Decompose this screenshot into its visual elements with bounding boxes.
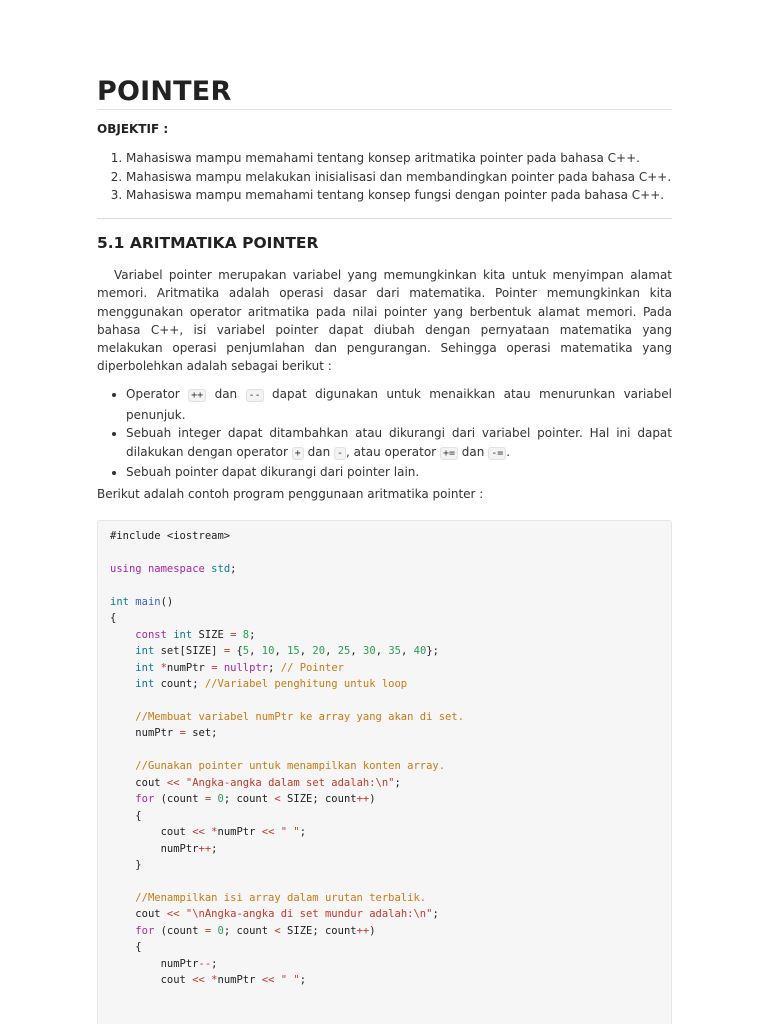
code-listing [110,528,464,989]
section-title: 5.1 ARITMATIKA POINTER [97,234,319,252]
objective-item: 2. Mahasiswa mampu melakukan inisialisasi dan membandingkan pointer pada bahasa C++. [126,168,672,187]
inline-code: - [334,447,346,460]
text: Sebuah pointer dapat dikurangi dari pointer lain. [126,465,420,479]
code-text: { [236,645,243,658]
code-operator: = [211,661,218,674]
code-operator: << [261,974,275,987]
code-operator: = [223,645,231,658]
code-text: ; count [223,793,275,806]
code-comment: //Variabel penghitung untuk loop [204,678,408,691]
code-text: SIZE [192,628,231,641]
code-text: ; [299,826,307,839]
objective-item: 3. Mahasiswa mampu memahami tentang konsep fungsi dengan pointer pada bahasa C++. [126,186,672,205]
code-text: ; count [223,924,275,937]
list-item [126,463,672,482]
code-block [97,520,672,1024]
code-operator: ++ [198,842,212,855]
code-operator: << [192,826,205,839]
code-keyword: const [135,628,167,641]
inline-code: -= [488,447,506,460]
text: . [506,444,511,459]
code-type: int [135,645,155,658]
code-operator: * [160,661,167,674]
code-operator: = [204,793,212,806]
code-text: ; [268,661,275,674]
code-number: 0 [217,793,224,806]
code-text: (count [154,924,205,937]
code-number: 15 [287,645,300,658]
inline-code: ++ [188,389,206,402]
code-function: main [135,595,161,608]
code-text: () [160,595,174,608]
code-number: 25 [337,645,351,658]
code-text: , [249,645,262,658]
code-operator: = [204,924,212,937]
code-text: , [401,645,414,658]
code-text: , [375,645,389,658]
code-keyword: for [135,793,155,806]
text: Operator [126,387,189,401]
code-text: , [299,645,313,658]
code-number: 35 [388,645,401,658]
code-text: , [350,645,364,658]
code-operator: * [211,826,218,839]
code-number: 10 [261,645,275,658]
text: Sebuah integer dapat ditambahkan atau dikurangi dari variabel pointer. Hal ini dapat dilakukan dengan operator [126,426,672,459]
code-text: numPtr [160,842,199,855]
code-comment: //Gunakan pointer untuk menampilkan konten array. [135,760,446,773]
intro-paragraph: Variabel pointer merupakan variabel yang memungkinkan kita untuk menyimpan alamat memori. Aritmatika adalah operasi dasar dari matematika. Pointer memungkinkan kita menggunakan operator aritmatika pada nilai pointer yang berbentuk alamat memori. Pada bahasa C++, isi variabel pointer dapat diubah dengan pernyataan matematika yang melakukan operasi penjumlahan dan pengurangan. Sehingga operasi matematika yang diperbolehkan adalah sebagai berikut : [97,268,672,374]
title-divider [97,109,672,110]
code-operator: << [166,776,180,789]
code-keyword: for [135,924,155,937]
code-operator: << [261,826,275,839]
code-text: numPtr [217,974,256,987]
code-type: int [135,678,155,691]
code-operator: -- [198,957,212,970]
code-text: ; [394,776,401,789]
code-comment: // Pointer [280,661,344,674]
inline-code: += [440,447,458,460]
code-text: ) [369,924,376,937]
code-text: numPtr [160,957,199,970]
code-text: numPtr [166,661,212,674]
text: dapat digunakan untuk menaikkan atau menurunkan variabel penunjuk. [126,387,672,422]
code-text: numPtr [135,727,174,740]
code-text: #include <iostream> [110,530,231,542]
code-text: ; [432,908,439,921]
code-text: set; [185,727,218,740]
code-comment: //Menampilkan isi array dalam urutan terbalik. [135,891,427,904]
code-text: SIZE; count [280,793,357,806]
code-operator: << [166,908,180,921]
objective-item: 1. Mahasiswa mampu memahami tentang konsep aritmatika pointer pada bahasa C++. [126,149,672,168]
code-operator: ++ [356,793,370,806]
section-divider [97,218,672,219]
code-number: 30 [363,645,376,658]
inline-code: + [292,447,304,460]
code-type: std [211,562,231,575]
code-text: , [325,645,338,658]
code-string: " " [280,826,300,839]
code-text: cout [135,776,167,789]
code-text: ; [211,957,218,970]
code-text: { [135,809,142,822]
code-text: set[SIZE] [154,645,224,658]
code-operator: ++ [356,924,370,937]
code-number: 40 [413,645,427,658]
text: dan [303,444,335,459]
code-comment: //Membuat variabel numPtr ke array yang akan di set. [135,710,465,723]
inline-code: -- [246,389,264,402]
code-type: int [110,595,129,608]
code-operator: < [274,924,281,937]
code-operator: < [274,793,281,806]
objektif-label: OBJEKTIF : [97,122,169,136]
code-operator: * [211,974,218,987]
rules-list [97,385,672,482]
code-string: "Angka-angka dalam set adalah:\n" [185,776,395,789]
code-text: ) [369,793,376,806]
code-text: { [110,612,117,625]
text: dan [206,387,246,401]
code-text: ; [230,562,237,575]
code-operator: = [179,727,186,740]
list-item [126,424,672,463]
page-title: POINTER [97,76,232,107]
code-text: } [135,859,142,872]
code-text: ; [299,974,307,987]
code-text: (count [154,793,205,806]
code-text: cout [160,974,193,987]
code-text: ; [211,842,218,855]
code-type: int [135,661,155,674]
objectives-list [97,149,672,205]
text: , atau operator [346,444,440,459]
code-number: 5 [242,645,250,658]
code-keyword: using [110,562,142,575]
code-text: }; [426,645,439,658]
code-text: numPtr [217,826,256,839]
code-text: { [135,941,142,954]
code-number: 20 [312,645,326,658]
code-text: , [274,645,288,658]
code-type: int [173,628,193,641]
code-number: 8 [242,628,250,641]
text: dan [457,444,489,459]
code-operator: = [230,628,237,641]
list-item [126,385,672,424]
code-text: cout [160,826,193,839]
code-intro: Berikut adalah contoh program penggunaan aritmatika pointer : [97,487,484,501]
code-string: "\nAngka-angka di set mundur adalah:\n" [185,908,433,921]
code-operator: << [192,974,205,987]
code-keyword: namespace [147,562,205,575]
code-text: count; [154,678,205,691]
code-string: " " [280,974,300,987]
code-text: ; [249,628,256,641]
code-number: 0 [217,924,224,937]
code-text: cout [135,908,167,921]
code-text: SIZE; count [280,924,357,937]
code-keyword: nullptr [223,661,269,674]
